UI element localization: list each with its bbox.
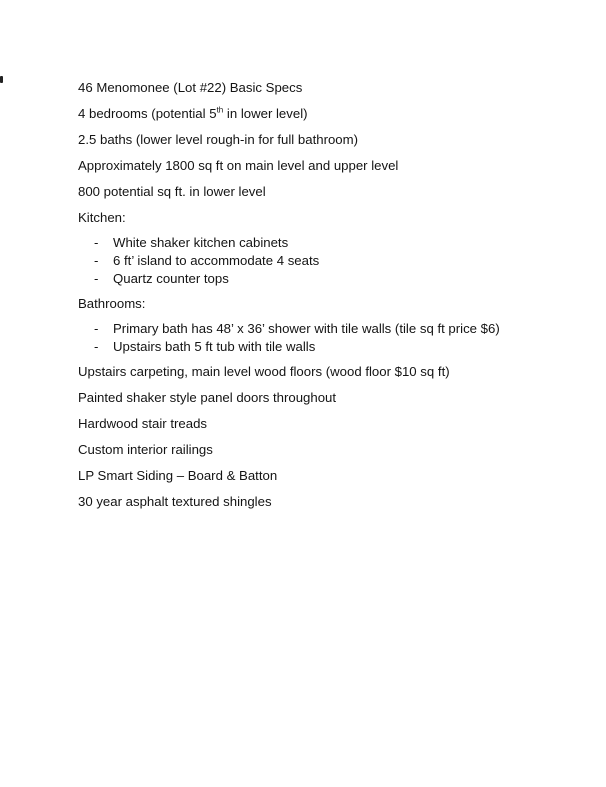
kitchen-list [78,235,578,287]
bedrooms-superscript: th [216,105,224,115]
list-item-text: White shaker kitchen cabinets [113,235,289,250]
list-item [78,321,578,337]
document-title: 46 Menomonee (Lot #22) Basic Specs [78,80,303,95]
list-item [78,235,578,251]
sqft-main-line: Approximately 1800 sq ft on main level and upper level [78,158,399,173]
bathrooms-list [78,321,578,355]
flooring-line: Upstairs carpeting, main level wood floors (wood floor $10 sq ft) [78,364,450,379]
list-item [78,339,578,355]
list-item-text: 6 ft’ island to accommodate 4 seats [113,253,320,268]
roof-line: 30 year asphalt textured shingles [78,494,272,509]
baths-line: 2.5 baths (lower level rough-in for full bathroom) [78,132,359,147]
list-item [78,271,578,287]
list-item-text: Quartz counter tops [113,271,229,286]
list-item [78,253,578,269]
railings-line: Custom interior railings [78,442,213,457]
bedrooms-line [78,106,578,122]
bullet-dash: - [94,253,99,268]
scan-edge-mark [0,76,3,83]
sqft-lower-line: 800 potential sq ft. in lower level [78,184,266,199]
kitchen-heading: Kitchen: [78,210,126,225]
stairs-line: Hardwood stair treads [78,416,208,431]
bullet-dash: - [94,339,99,354]
bullet-dash: - [94,235,99,250]
list-item-text: Upstairs bath 5 ft tub with tile walls [113,339,316,354]
bedrooms-text-end: in lower level) [223,106,308,121]
bathrooms-heading: Bathrooms: [78,296,146,311]
bedrooms-text-start: 4 bedrooms (potential 5 [78,106,217,121]
bullet-dash: - [94,321,99,336]
spec-sheet [78,80,578,520]
siding-line: LP Smart Siding – Board & Batton [78,468,278,483]
bullet-dash: - [94,271,99,286]
list-item-text: Primary bath has 48’ x 36’ shower with tile walls (tile sq ft price $6) [113,321,500,336]
doors-line: Painted shaker style panel doors throughout [78,390,337,405]
